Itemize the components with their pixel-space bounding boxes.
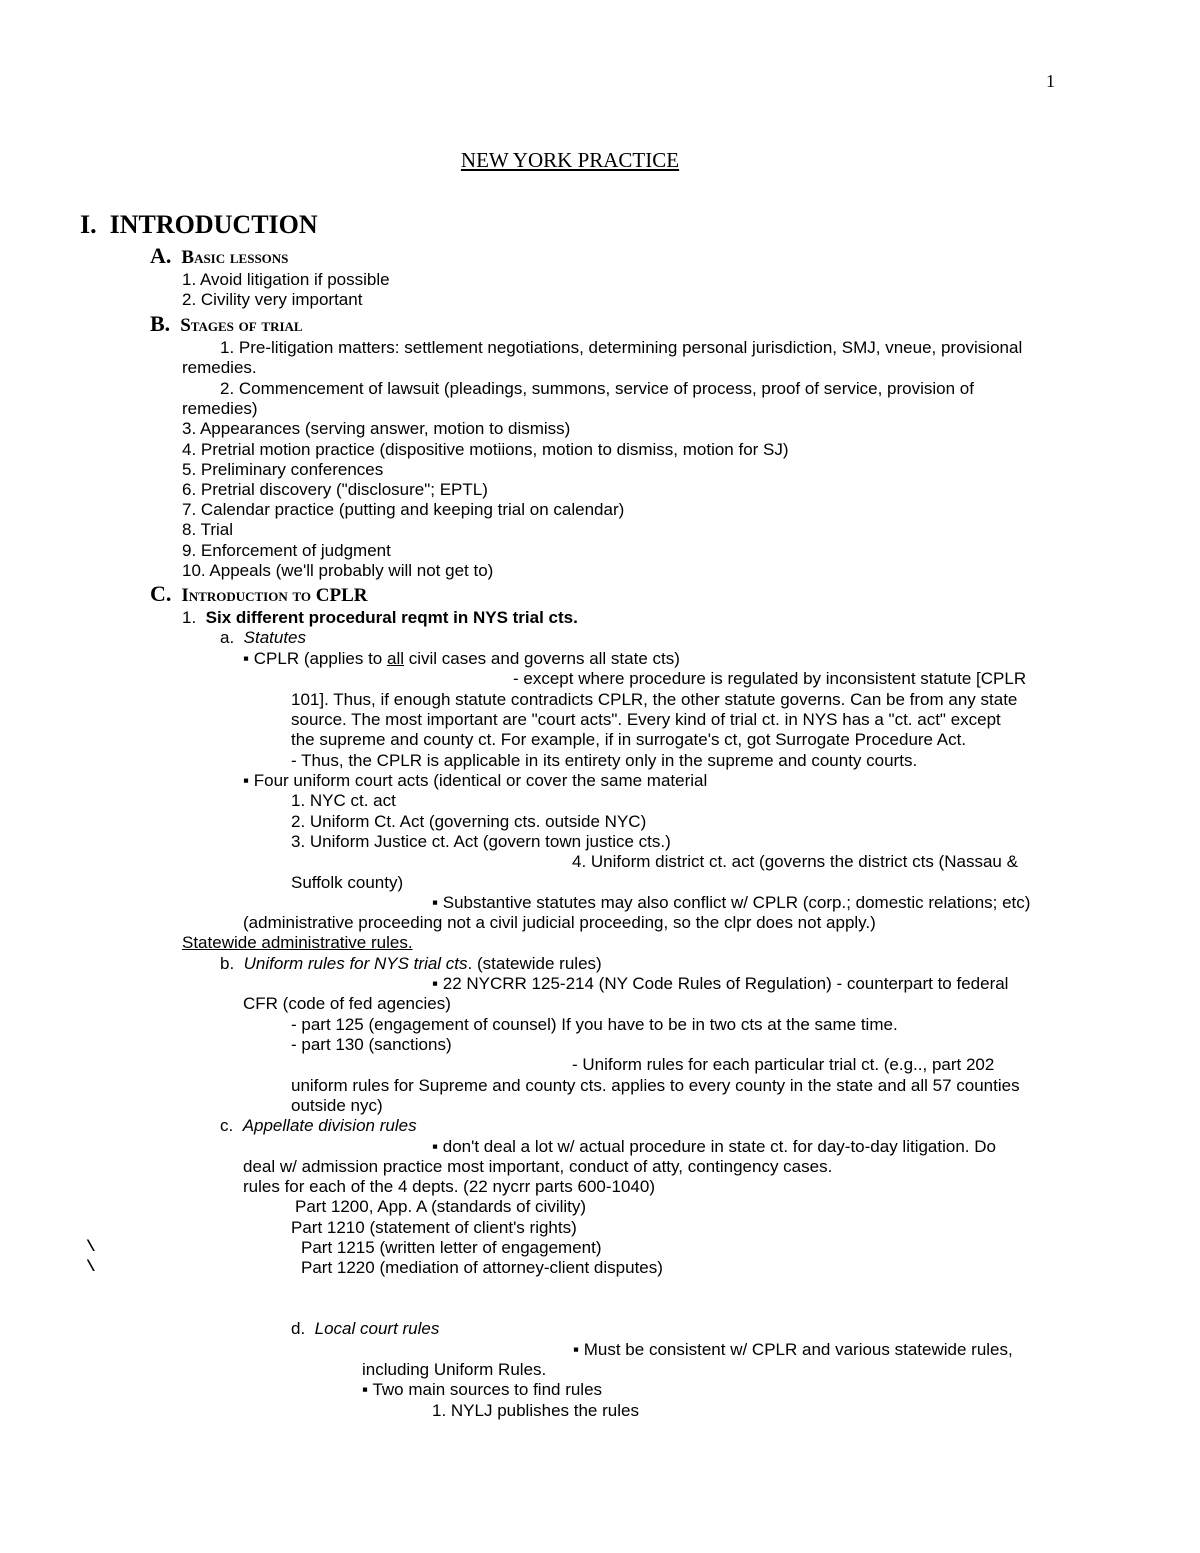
text-line: (administrative proceeding not a civil judicial proceeding, so the clpr does not apply.): [243, 913, 876, 932]
heading-a-name: Basic lessons: [181, 247, 289, 268]
text-line: - except where procedure is regulated by inconsistent statute [CPLR: [513, 669, 1027, 688]
text-line: ▪ 22 NYCRR 125-214 (NY Code Rules of Regulation) - counterpart to federal: [432, 974, 1009, 993]
text-line: source. The most important are "court acts". Every kind of trial ct. in NYS has a "ct. act" except: [291, 710, 1001, 729]
text-line: - Uniform rules for each particular trial ct. (e.g.., part 202: [572, 1055, 995, 1074]
text-line: outside nyc): [291, 1096, 383, 1115]
list-item: 2. Commencement of lawsuit (pleadings, summons, service of process, proof of service, provision of: [220, 379, 974, 398]
list-item: 4. Pretrial motion practice (dispositive motiions, motion to dismiss, motion for SJ): [182, 440, 789, 459]
subpoint-d: [291, 1319, 439, 1339]
subpoint-b: [220, 954, 602, 974]
text-line: Part 1200, App. A (standards of civility): [295, 1197, 587, 1216]
heading-c-letter: C.: [150, 581, 172, 606]
text-line: Part 1220 (mediation of attorney-client disputes): [301, 1258, 663, 1277]
subpoint-c-label: c.: [220, 1116, 234, 1135]
subpoint-c: [220, 1116, 417, 1136]
subpoint-b-label: b.: [220, 954, 235, 973]
list-item: remedies): [182, 399, 258, 418]
subpoint-a-label: a.: [220, 628, 235, 647]
heading-b: [150, 311, 303, 337]
text-line: ▪ Two main sources to find rules: [362, 1380, 603, 1399]
text-line: - Thus, the CPLR is applicable in its entirety only in the supreme and county courts.: [291, 751, 918, 770]
point-1: [182, 608, 578, 628]
text-line: Part 1215 (written letter of engagement): [301, 1238, 602, 1257]
text-line: CFR (code of fed agencies): [243, 994, 451, 1013]
statewide-rules-heading: Statewide administrative rules.: [182, 933, 413, 952]
text-line: rules for each of the 4 depts. (22 nycrr parts 600-1040): [243, 1177, 656, 1196]
point-1-text: Six different procedural reqmt in NYS trial cts.: [205, 608, 578, 627]
subpoint-a-title: Statutes: [243, 628, 307, 647]
text-line: - part 125 (engagement of counsel) If you have to be in two cts at the same time.: [291, 1015, 898, 1034]
list-item: 3. Appearances (serving answer, motion to dismiss): [182, 419, 571, 438]
text-line: Part 1210 (statement of client's rights): [291, 1218, 577, 1237]
cplr-all: all: [386, 649, 404, 668]
section-name: INTRODUCTION: [109, 210, 318, 239]
list-item: remedies.: [182, 358, 257, 377]
cplr-pre: ▪ CPLR (applies to: [243, 649, 387, 668]
list-item: 2. Uniform Ct. Act (governing cts. outside NYC): [291, 812, 647, 831]
text-line: deal w/ admission practice most important, conduct of atty, contingency cases.: [243, 1157, 833, 1176]
subpoint-a: [220, 628, 306, 648]
subpoint-c-title: Appellate division rules: [242, 1116, 417, 1135]
subpoint-d-title: Local court rules: [314, 1319, 440, 1338]
list-item: 5. Preliminary conferences: [182, 460, 384, 479]
text-line: ▪ Substantive statutes may also conflict w/ CPLR (corp.; domestic relations; etc): [432, 893, 1031, 912]
margin-mark: \: [86, 1258, 96, 1276]
list-item: 1. Avoid litigation if possible: [182, 270, 390, 289]
text-line: including Uniform Rules.: [362, 1360, 547, 1379]
subpoint-d-label: d.: [291, 1319, 306, 1338]
document-title: NEW YORK PRACTICE: [460, 148, 680, 172]
margin-mark: \: [86, 1238, 96, 1256]
list-item: 4. Uniform district ct. act (governs the district cts (Nassau &: [572, 852, 1018, 871]
list-item: 1. NYC ct. act: [291, 791, 396, 810]
text-line: Suffolk county): [291, 873, 404, 892]
list-item: 7. Calendar practice (putting and keeping trial on calendar): [182, 500, 625, 519]
list-item: 2. Civility very important: [182, 290, 363, 309]
cplr-post: civil cases and governs all state cts): [404, 649, 680, 668]
subpoint-b-title: Uniform rules for NYS trial cts: [243, 954, 468, 973]
heading-a-letter: A.: [150, 243, 172, 268]
text-line: ▪ Four uniform court acts (identical or cover the same material: [243, 771, 708, 790]
heading-c-name: Introduction to CPLR: [181, 585, 368, 606]
text-line: uniform rules for Supreme and county cts. applies to every county in the state and all 57 counties: [291, 1076, 1020, 1095]
heading-b-name: Stages of trial: [180, 315, 303, 336]
heading-c: [150, 581, 368, 607]
list-item: 1. NYLJ publishes the rules: [432, 1401, 639, 1420]
text-line: ▪ don't deal a lot w/ actual procedure in state ct. for day-to-day litigation. Do: [432, 1137, 996, 1156]
list-item: 10. Appeals (we'll probably will not get to): [182, 561, 494, 580]
list-item: 3. Uniform Justice ct. Act (govern town justice cts.): [291, 832, 671, 851]
list-item: 6. Pretrial discovery ("disclosure"; EPTL): [182, 480, 488, 499]
subpoint-b-after: . (statewide rules): [467, 954, 602, 973]
point-1-number: 1.: [182, 608, 197, 627]
text-line: the supreme and county ct. For example, if in surrogate's ct, got Surrogate Procedure Act.: [291, 730, 967, 749]
text-line: - part 130 (sanctions): [291, 1035, 452, 1054]
heading-b-letter: B.: [150, 311, 171, 336]
section-heading: [80, 210, 318, 240]
section-roman: I.: [80, 210, 97, 239]
list-item: 1. Pre-litigation matters: settlement negotiations, determining personal jurisdiction, SMJ, vneue, provisional: [220, 338, 1023, 357]
page-number: 1: [1046, 71, 1055, 91]
heading-a: [150, 243, 288, 269]
list-item: 9. Enforcement of judgment: [182, 541, 391, 560]
text-line: ▪ Must be consistent w/ CPLR and various statewide rules,: [573, 1340, 1013, 1359]
cplr-line: [243, 649, 680, 669]
list-item: 8. Trial: [182, 520, 234, 539]
text-line: 101]. Thus, if enough statute contradicts CPLR, the other statute governs. Can be from any state: [291, 690, 1018, 709]
